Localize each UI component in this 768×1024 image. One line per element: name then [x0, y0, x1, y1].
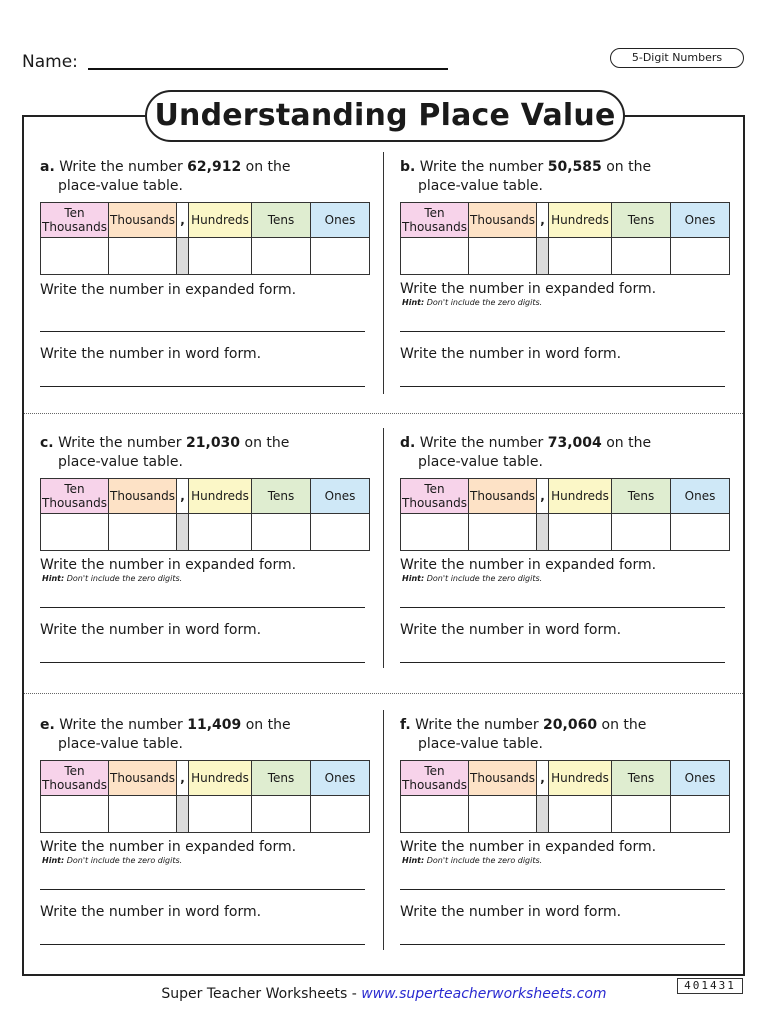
expanded-form-prompt: Write the number in expanded form.: [40, 839, 297, 855]
prompt-continuation: place-value table.: [418, 736, 543, 752]
hint-text: [42, 574, 182, 583]
header-thousands-word: Thousands: [402, 496, 467, 510]
column-divider-3: [383, 710, 384, 950]
hint-text: [402, 298, 542, 307]
answer-tens[interactable]: [612, 796, 671, 833]
prompt-continuation: place-value table.: [58, 178, 183, 194]
header-comma: ,: [177, 203, 189, 238]
header-thousands: Thousands: [469, 761, 537, 796]
header-ten-thousands: [401, 761, 469, 796]
word-form-answer-line[interactable]: [40, 944, 365, 945]
expanded-form-prompt: Write the number in expanded form.: [40, 282, 297, 298]
prompt-text-end: on the: [601, 717, 647, 733]
name-label: Name:: [22, 52, 78, 72]
problem-f: [400, 716, 725, 920]
header-ones: Ones: [311, 203, 370, 238]
header-comma: ,: [537, 761, 549, 796]
header-ten-thousands: [41, 761, 109, 796]
header-tens: Tens: [252, 761, 311, 796]
expanded-form-answer-line[interactable]: [400, 889, 725, 890]
header-thousands-word: Thousands: [402, 778, 467, 792]
problem-letter: d.: [400, 435, 416, 451]
hint-label: Hint:: [402, 574, 425, 583]
expanded-form-answer-line[interactable]: [40, 889, 365, 890]
header-thousands: Thousands: [109, 479, 177, 514]
expanded-form-prompt: Write the number in expanded form.: [400, 281, 657, 297]
header-hundreds: Hundreds: [189, 479, 252, 514]
problem-letter: b.: [400, 159, 416, 175]
word-form-prompt: Write the number in word form.: [400, 346, 622, 362]
footer-brand: Super Teacher Worksheets -: [161, 986, 362, 1002]
header-ten: Ten: [424, 482, 445, 496]
hint-body: Don't include the zero digits.: [66, 856, 183, 865]
header-thousands: Thousands: [109, 761, 177, 796]
problem-prompt: [400, 716, 725, 754]
header-comma: ,: [537, 203, 549, 238]
word-form-answer-line[interactable]: [400, 662, 725, 663]
header-tens: Tens: [252, 479, 311, 514]
answer-thousands[interactable]: [469, 238, 537, 275]
answer-ones[interactable]: [671, 514, 730, 551]
header-tens: Tens: [252, 203, 311, 238]
word-form-answer-line[interactable]: [40, 386, 365, 387]
hint-body: Don't include the zero digits.: [426, 856, 543, 865]
hint-label: Hint:: [42, 574, 65, 583]
header-thousands: Thousands: [109, 203, 177, 238]
topic-badge: 5-Digit Numbers: [610, 48, 744, 68]
header-ten: Ten: [64, 764, 85, 778]
answer-ones[interactable]: [671, 238, 730, 275]
page-title: Understanding Place Value: [145, 90, 625, 142]
header-thousands-word: Thousands: [402, 220, 467, 234]
problem-c: [40, 434, 365, 638]
problem-d: [400, 434, 725, 638]
footer: [0, 986, 768, 1002]
name-line[interactable]: [88, 68, 448, 70]
answer-tens[interactable]: [252, 238, 311, 275]
header-ten-thousands: [401, 479, 469, 514]
word-form-prompt: Write the number in word form.: [400, 904, 622, 920]
header-tens: Tens: [612, 203, 671, 238]
word-form-prompt: Write the number in word form.: [40, 622, 262, 638]
answer-tens[interactable]: [612, 238, 671, 275]
hint-label: Hint:: [42, 856, 65, 865]
expanded-form-prompt: Write the number in expanded form.: [40, 557, 297, 573]
prompt-text-end: on the: [244, 435, 290, 451]
problem-prompt: [40, 434, 365, 472]
expanded-form-answer-line[interactable]: [40, 607, 365, 608]
header-thousands-word: Thousands: [42, 496, 107, 510]
problem-prompt: [40, 716, 365, 754]
header-ten: Ten: [64, 482, 85, 496]
expanded-form-answer-line[interactable]: [400, 607, 725, 608]
footer-url[interactable]: www.superteacherworksheets.com: [361, 986, 607, 1002]
answer-hundreds[interactable]: [189, 514, 252, 551]
header-hundreds: Hundreds: [189, 761, 252, 796]
answer-ten-thousands[interactable]: [41, 796, 109, 833]
prompt-text: Write the number: [415, 717, 539, 733]
header-hundreds: Hundreds: [189, 203, 252, 238]
answer-comma: [177, 514, 189, 551]
prompt-text: Write the number: [419, 435, 544, 451]
expanded-form-prompt: Write the number in expanded form.: [400, 839, 657, 855]
header-thousands-word: Thousands: [42, 778, 107, 792]
expanded-form-answer-line[interactable]: [400, 331, 725, 332]
header-thousands-word: Thousands: [42, 220, 107, 234]
place-value-table: [40, 760, 370, 833]
answer-ten-thousands[interactable]: [41, 238, 109, 275]
header-ones: Ones: [671, 479, 730, 514]
answer-comma: [177, 238, 189, 275]
hint-text: [402, 574, 542, 583]
place-value-table: [400, 760, 730, 833]
header-comma: ,: [177, 761, 189, 796]
target-number: 11,409: [187, 717, 242, 733]
prompt-continuation: place-value table.: [58, 736, 183, 752]
prompt-text: Write the number: [419, 159, 544, 175]
header-thousands: Thousands: [469, 203, 537, 238]
header-ones: Ones: [671, 203, 730, 238]
header-thousands: Thousands: [469, 479, 537, 514]
column-divider-2: [383, 428, 384, 668]
prompt-text: Write the number: [59, 159, 183, 175]
hint-body: Don't include the zero digits.: [66, 574, 183, 583]
prompt-text: Write the number: [58, 435, 182, 451]
answer-thousands[interactable]: [469, 514, 537, 551]
hint-body: Don't include the zero digits.: [426, 574, 543, 583]
answer-tens[interactable]: [252, 796, 311, 833]
problem-letter: a.: [40, 159, 55, 175]
place-value-table: [400, 202, 730, 275]
header-ten: Ten: [64, 206, 85, 220]
prompt-text-end: on the: [606, 159, 652, 175]
answer-comma: [537, 238, 549, 275]
place-value-table: [400, 478, 730, 551]
header-comma: ,: [177, 479, 189, 514]
hint-text: [402, 856, 542, 865]
answer-comma: [177, 796, 189, 833]
header-ones: Ones: [671, 761, 730, 796]
section-divider-1: [24, 413, 743, 414]
header-ten-thousands: [41, 479, 109, 514]
word-form-answer-line[interactable]: [40, 662, 365, 663]
answer-ones[interactable]: [311, 238, 370, 275]
answer-thousands[interactable]: [109, 514, 177, 551]
answer-tens[interactable]: [252, 514, 311, 551]
header-hundreds: Hundreds: [549, 479, 612, 514]
prompt-text-end: on the: [245, 717, 291, 733]
header-ones: Ones: [311, 761, 370, 796]
place-value-table: [40, 478, 370, 551]
header-ten: Ten: [424, 764, 445, 778]
problem-e: [40, 716, 365, 920]
header-ten: Ten: [424, 206, 445, 220]
answer-hundreds[interactable]: [549, 514, 612, 551]
prompt-text-end: on the: [606, 435, 652, 451]
hint-body: Don't include the zero digits.: [426, 298, 543, 307]
header-ten-thousands: [41, 203, 109, 238]
answer-thousands[interactable]: [109, 796, 177, 833]
answer-ones[interactable]: [671, 796, 730, 833]
word-form-prompt: Write the number in word form.: [40, 904, 262, 920]
answer-comma: [537, 514, 549, 551]
problem-letter: e.: [40, 717, 55, 733]
answer-tens[interactable]: [612, 514, 671, 551]
answer-hundreds[interactable]: [549, 238, 612, 275]
header-tens: Tens: [612, 761, 671, 796]
header-ones: Ones: [311, 479, 370, 514]
header-hundreds: Hundreds: [549, 761, 612, 796]
word-form-answer-line[interactable]: [400, 944, 725, 945]
answer-ones[interactable]: [311, 514, 370, 551]
word-form-prompt: Write the number in word form.: [40, 346, 262, 362]
problem-prompt: [40, 158, 365, 196]
expanded-form-prompt: Write the number in expanded form.: [400, 557, 657, 573]
hint-label: Hint:: [402, 298, 425, 307]
hint-label: Hint:: [402, 856, 425, 865]
answer-comma: [537, 796, 549, 833]
target-number: 50,585: [547, 159, 602, 175]
answer-hundreds[interactable]: [189, 796, 252, 833]
answer-thousands[interactable]: [469, 796, 537, 833]
header-comma: ,: [537, 479, 549, 514]
prompt-continuation: place-value table.: [418, 454, 543, 470]
header-tens: Tens: [612, 479, 671, 514]
problem-prompt: [400, 434, 725, 472]
hint-text: [42, 856, 182, 865]
problem-prompt: [400, 158, 725, 196]
expanded-form-answer-line[interactable]: [40, 331, 365, 332]
header-hundreds: Hundreds: [549, 203, 612, 238]
answer-hundreds[interactable]: [549, 796, 612, 833]
prompt-text: Write the number: [59, 717, 183, 733]
header-ten-thousands: [401, 203, 469, 238]
problem-letter: c.: [40, 435, 54, 451]
place-value-table: [40, 202, 370, 275]
prompt-continuation: place-value table.: [58, 454, 183, 470]
section-divider-2: [24, 693, 743, 694]
column-divider-1: [383, 152, 384, 394]
word-form-prompt: Write the number in word form.: [400, 622, 622, 638]
answer-hundreds[interactable]: [189, 238, 252, 275]
worksheet-code: 401431: [677, 978, 743, 994]
answer-ten-thousands[interactable]: [41, 514, 109, 551]
prompt-text-end: on the: [245, 159, 291, 175]
word-form-answer-line[interactable]: [400, 386, 725, 387]
answer-thousands[interactable]: [109, 238, 177, 275]
target-number: 62,912: [187, 159, 242, 175]
target-number: 20,060: [543, 717, 598, 733]
target-number: 73,004: [547, 435, 602, 451]
prompt-continuation: place-value table.: [418, 178, 543, 194]
answer-ones[interactable]: [311, 796, 370, 833]
answer-ten-thousands[interactable]: [401, 796, 469, 833]
answer-ten-thousands[interactable]: [401, 514, 469, 551]
problem-a: [40, 158, 365, 362]
target-number: 21,030: [186, 435, 241, 451]
problem-letter: f.: [400, 717, 411, 733]
answer-ten-thousands[interactable]: [401, 238, 469, 275]
problem-b: [400, 158, 725, 362]
